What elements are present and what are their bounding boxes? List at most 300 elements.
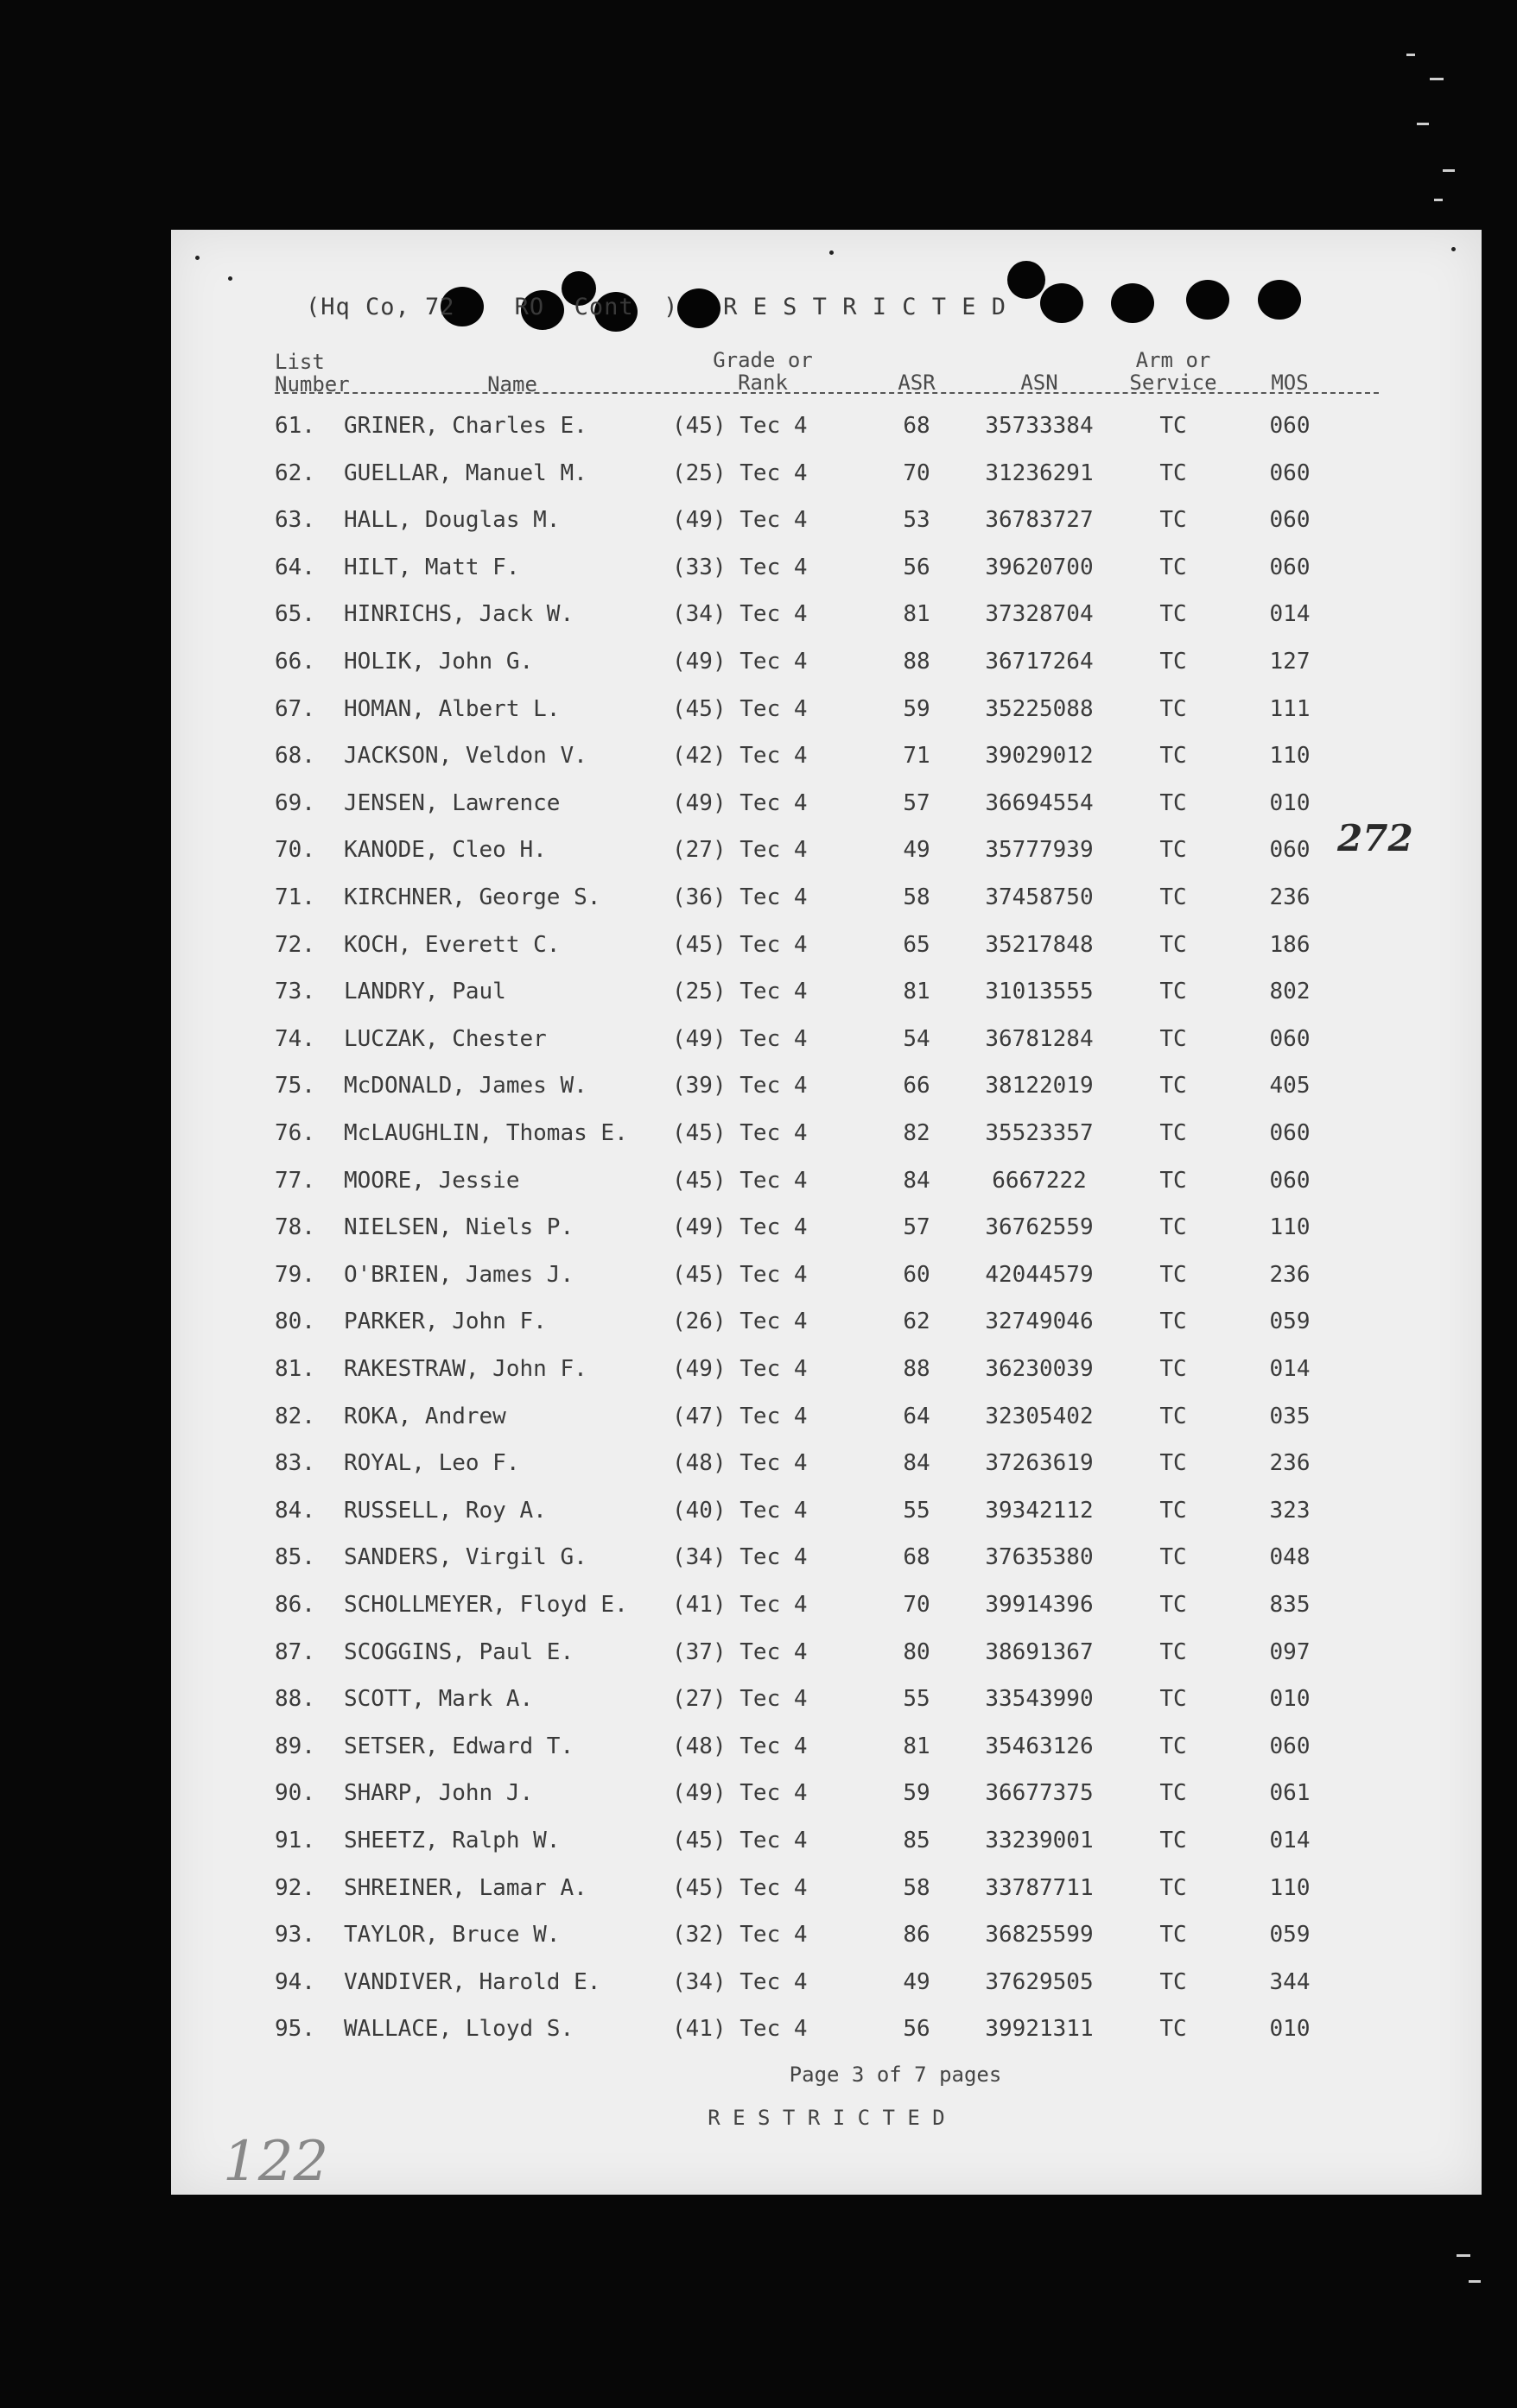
mos-cell: 344 (1269, 1968, 1311, 1995)
name-cell: ROYAL, Leo F. (344, 1450, 520, 1477)
asr-cell: 88 (903, 649, 930, 675)
name-cell: RAKESTRAW, John F. (344, 1356, 587, 1382)
list-number-cell: 85. (275, 1544, 315, 1571)
grade-cell: (45) Tec 4 (672, 695, 808, 722)
mos-cell: 110 (1269, 1214, 1311, 1241)
mos-cell: 802 (1269, 979, 1311, 1005)
asn-cell: 36762559 (985, 1214, 1094, 1241)
list-number-cell: 83. (275, 1450, 315, 1477)
name-cell: HALL, Douglas M. (344, 507, 561, 534)
grade-cell: (34) Tec 4 (672, 1544, 808, 1571)
mos-cell: 014 (1269, 601, 1311, 628)
name-cell: HOMAN, Albert L. (344, 695, 561, 722)
arm-cell: TC (1159, 1309, 1187, 1335)
asn-cell: 32749046 (985, 1309, 1094, 1335)
list-number-cell: 87. (275, 1638, 315, 1665)
grade-cell: (49) Tec 4 (672, 1780, 808, 1807)
table-row (171, 1922, 1482, 1968)
name-cell: NIELSEN, Niels P. (344, 1214, 574, 1241)
list-number-cell: 91. (275, 1828, 315, 1854)
table-row (171, 460, 1482, 507)
mos-cell: 060 (1269, 554, 1311, 580)
mos-cell: 014 (1269, 1828, 1311, 1854)
name-cell: GUELLAR, Manuel M. (344, 459, 587, 486)
name-cell: JACKSON, Veldon V. (344, 743, 587, 770)
asn-cell: 37328704 (985, 601, 1094, 628)
arm-cell: TC (1159, 1874, 1187, 1901)
asr-cell: 55 (903, 1686, 930, 1713)
arm-cell: TC (1159, 837, 1187, 864)
scan-edge-mark (1417, 123, 1429, 125)
mos-cell: 014 (1269, 1356, 1311, 1382)
table-row (171, 932, 1482, 979)
asr-cell: 86 (903, 1922, 930, 1949)
arm-cell: TC (1159, 1638, 1187, 1665)
table-row (171, 1356, 1482, 1403)
scan-edge-mark (1457, 2254, 1470, 2257)
arm-cell: TC (1159, 507, 1187, 534)
name-cell: LANDRY, Paul (344, 979, 506, 1005)
table-row (171, 1262, 1482, 1309)
asr-cell: 85 (903, 1828, 930, 1854)
name-cell: KANODE, Cleo H. (344, 837, 547, 864)
asn-cell: 37263619 (985, 1450, 1094, 1477)
mos-cell: 111 (1269, 695, 1311, 722)
asr-cell: 68 (903, 413, 930, 439)
list-number-cell: 72. (275, 931, 315, 958)
mos-cell: 010 (1269, 1686, 1311, 1713)
list-number-cell: 70. (275, 837, 315, 864)
grade-cell: (42) Tec 4 (672, 743, 808, 770)
arm-cell: TC (1159, 1403, 1187, 1429)
table-row (171, 1026, 1482, 1073)
column-header-list-number: List Number (275, 350, 350, 396)
list-number-cell: 92. (275, 1874, 315, 1901)
list-number-cell: 86. (275, 1592, 315, 1618)
grade-cell: (39) Tec 4 (672, 1073, 808, 1099)
list-number-cell: 93. (275, 1922, 315, 1949)
asr-cell: 60 (903, 1261, 930, 1288)
grade-cell: (37) Tec 4 (672, 1638, 808, 1665)
grade-cell: (25) Tec 4 (672, 979, 808, 1005)
name-cell: SCHOLLMEYER, Floyd E. (344, 1592, 628, 1618)
asn-cell: 35523357 (985, 1120, 1094, 1146)
arm-cell: TC (1159, 1497, 1187, 1524)
mos-cell: 405 (1269, 1073, 1311, 1099)
table-row (171, 1780, 1482, 1827)
asn-cell: 37458750 (985, 884, 1094, 910)
table-row (171, 1120, 1482, 1167)
list-number-cell: 81. (275, 1356, 315, 1382)
arm-cell: TC (1159, 1025, 1187, 1052)
name-cell: SCOGGINS, Paul E. (344, 1638, 574, 1665)
arm-cell: TC (1159, 979, 1187, 1005)
grade-cell: (40) Tec 4 (672, 1497, 808, 1524)
asr-cell: 64 (903, 1403, 930, 1429)
column-header-mos: MOS (1271, 371, 1309, 395)
mos-cell: 060 (1269, 507, 1311, 534)
list-number-cell: 63. (275, 507, 315, 534)
table-row (171, 601, 1482, 648)
mos-cell: 097 (1269, 1638, 1311, 1665)
column-header-grade: Grade or Rank (713, 348, 813, 395)
name-cell: SHREINER, Lamar A. (344, 1874, 587, 1901)
asr-cell: 58 (903, 1874, 930, 1901)
document-page (171, 230, 1482, 2195)
asr-cell: 88 (903, 1356, 930, 1382)
mos-cell: 010 (1269, 2016, 1311, 2043)
list-number-cell: 68. (275, 743, 315, 770)
list-number-cell: 62. (275, 459, 315, 486)
asn-cell: 36677375 (985, 1780, 1094, 1807)
name-cell: GRINER, Charles E. (344, 413, 587, 439)
scan-edge-mark (1434, 199, 1443, 201)
name-cell: TAYLOR, Bruce W. (344, 1922, 561, 1949)
grade-cell: (49) Tec 4 (672, 649, 808, 675)
name-cell: McLAUGHLIN, Thomas E. (344, 1120, 628, 1146)
asn-cell: 35733384 (985, 413, 1094, 439)
mos-cell: 059 (1269, 1309, 1311, 1335)
mos-cell: 048 (1269, 1544, 1311, 1571)
name-cell: LUCZAK, Chester (344, 1025, 547, 1052)
asn-cell: 6667222 (992, 1167, 1087, 1194)
asr-cell: 49 (903, 837, 930, 864)
list-number-cell: 84. (275, 1497, 315, 1524)
table-row (171, 1214, 1482, 1261)
table-row (171, 696, 1482, 743)
asn-cell: 39921311 (985, 2016, 1094, 2043)
table-row (171, 837, 1482, 884)
asr-cell: 58 (903, 884, 930, 910)
asr-cell: 70 (903, 459, 930, 486)
table-row (171, 1309, 1482, 1355)
arm-cell: TC (1159, 1922, 1187, 1949)
asr-cell: 71 (903, 743, 930, 770)
name-cell: WALLACE, Lloyd S. (344, 2016, 574, 2043)
scan-edge-mark (1443, 169, 1455, 172)
arm-cell: TC (1159, 789, 1187, 816)
table-row (171, 649, 1482, 695)
grade-cell: (36) Tec 4 (672, 884, 808, 910)
asr-cell: 56 (903, 2016, 930, 2043)
mos-cell: 060 (1269, 459, 1311, 486)
arm-cell: TC (1159, 1450, 1187, 1477)
grade-cell: (41) Tec 4 (672, 1592, 808, 1618)
asr-cell: 82 (903, 1120, 930, 1146)
grade-cell: (27) Tec 4 (672, 837, 808, 864)
grade-cell: (49) Tec 4 (672, 1025, 808, 1052)
name-cell: KOCH, Everett C. (344, 931, 561, 958)
asr-cell: 65 (903, 931, 930, 958)
asr-cell: 57 (903, 1214, 930, 1241)
name-cell: HOLIK, John G. (344, 649, 534, 675)
punch-hole (1040, 283, 1083, 323)
table-row (171, 1498, 1482, 1544)
list-number-cell: 66. (275, 649, 315, 675)
asn-cell: 39342112 (985, 1497, 1094, 1524)
mos-cell: 060 (1269, 837, 1311, 864)
mos-cell: 323 (1269, 1497, 1311, 1524)
name-cell: PARKER, John F. (344, 1309, 547, 1335)
asr-cell: 70 (903, 1592, 930, 1618)
arm-cell: TC (1159, 1356, 1187, 1382)
table-row (171, 1969, 1482, 2016)
asr-cell: 53 (903, 507, 930, 534)
arm-cell: TC (1159, 1261, 1187, 1288)
name-cell: SHARP, John J. (344, 1780, 534, 1807)
arm-cell: TC (1159, 743, 1187, 770)
grade-cell: (33) Tec 4 (672, 554, 808, 580)
asn-cell: 39029012 (985, 743, 1094, 770)
punch-hole (1258, 280, 1301, 320)
mos-cell: 127 (1269, 649, 1311, 675)
classification-footer: R E S T R I C T E D (708, 2106, 945, 2130)
name-cell: ROKA, Andrew (344, 1403, 506, 1429)
grade-cell: (45) Tec 4 (672, 413, 808, 439)
table-row (171, 1544, 1482, 1591)
grade-cell: (32) Tec 4 (672, 1922, 808, 1949)
grade-cell: (49) Tec 4 (672, 789, 808, 816)
handwritten-mark: 122 (223, 2130, 329, 2194)
asn-cell: 35217848 (985, 931, 1094, 958)
list-number-cell: 74. (275, 1025, 315, 1052)
list-number-cell: 88. (275, 1686, 315, 1713)
list-number-cell: 79. (275, 1261, 315, 1288)
mos-cell: 186 (1269, 931, 1311, 958)
asr-cell: 81 (903, 1733, 930, 1759)
list-number-cell: 89. (275, 1733, 315, 1759)
arm-cell: TC (1159, 1544, 1187, 1571)
page-number: Page 3 of 7 pages (789, 2063, 1002, 2087)
list-number-cell: 71. (275, 884, 315, 910)
list-number-cell: 90. (275, 1780, 315, 1807)
asr-cell: 84 (903, 1167, 930, 1194)
asn-cell: 42044579 (985, 1261, 1094, 1288)
asn-cell: 39620700 (985, 554, 1094, 580)
arm-cell: TC (1159, 2016, 1187, 2043)
list-number-cell: 65. (275, 601, 315, 628)
table-row (171, 1592, 1482, 1638)
mos-cell: 835 (1269, 1592, 1311, 1618)
speck (1451, 247, 1456, 251)
arm-cell: TC (1159, 1828, 1187, 1854)
asr-cell: 66 (903, 1073, 930, 1099)
column-header-asr: ASR (898, 371, 936, 395)
arm-cell: TC (1159, 1120, 1187, 1146)
table-row (171, 1639, 1482, 1686)
name-cell: McDONALD, James W. (344, 1073, 587, 1099)
asn-cell: 32305402 (985, 1403, 1094, 1429)
asn-cell: 36783727 (985, 507, 1094, 534)
grade-cell: (48) Tec 4 (672, 1733, 808, 1759)
arm-cell: TC (1159, 695, 1187, 722)
table-row (171, 2016, 1482, 2063)
name-cell: HINRICHS, Jack W. (344, 601, 574, 628)
arm-cell: TC (1159, 1592, 1187, 1618)
scan-edge-mark (1469, 2280, 1481, 2283)
grade-cell: (49) Tec 4 (672, 1214, 808, 1241)
list-number-cell: 78. (275, 1214, 315, 1241)
asr-cell: 80 (903, 1638, 930, 1665)
asn-cell: 35777939 (985, 837, 1094, 864)
mos-cell: 060 (1269, 1120, 1311, 1146)
asr-cell: 54 (903, 1025, 930, 1052)
speck (228, 276, 232, 281)
asn-cell: 38691367 (985, 1638, 1094, 1665)
name-cell: JENSEN, Lawrence (344, 789, 561, 816)
arm-cell: TC (1159, 601, 1187, 628)
list-number-cell: 75. (275, 1073, 315, 1099)
mos-cell: 060 (1269, 1733, 1311, 1759)
asn-cell: 33543990 (985, 1686, 1094, 1713)
grade-cell: (48) Tec 4 (672, 1450, 808, 1477)
table-row (171, 554, 1482, 601)
grade-cell: (34) Tec 4 (672, 1968, 808, 1995)
table-row (171, 507, 1482, 554)
punch-hole (1111, 283, 1154, 323)
name-cell: KIRCHNER, George S. (344, 884, 601, 910)
grade-cell: (45) Tec 4 (672, 1874, 808, 1901)
asr-cell: 84 (903, 1450, 930, 1477)
stamp-number: 272 (1337, 817, 1413, 859)
grade-cell: (49) Tec 4 (672, 1356, 808, 1382)
list-number-cell: 76. (275, 1120, 315, 1146)
asr-cell: 59 (903, 695, 930, 722)
asn-cell: 38122019 (985, 1073, 1094, 1099)
name-cell: RUSSELL, Roy A. (344, 1497, 547, 1524)
grade-cell: (47) Tec 4 (672, 1403, 808, 1429)
asn-cell: 31013555 (985, 979, 1094, 1005)
grade-cell: (27) Tec 4 (672, 1686, 808, 1713)
grade-cell: (45) Tec 4 (672, 931, 808, 958)
asn-cell: 39914396 (985, 1592, 1094, 1618)
table-row (171, 1686, 1482, 1733)
list-number-cell: 77. (275, 1167, 315, 1194)
scan-edge-mark (1430, 78, 1444, 80)
document-header: (Hq Co, 72 RO Cont ) R E S T R I C T E D (306, 294, 1007, 320)
arm-cell: TC (1159, 1968, 1187, 1995)
table-row (171, 790, 1482, 837)
mos-cell: 059 (1269, 1922, 1311, 1949)
list-number-cell: 61. (275, 413, 315, 439)
table-row (171, 1404, 1482, 1450)
table-row (171, 1828, 1482, 1874)
speck (195, 256, 200, 260)
list-number-cell: 80. (275, 1309, 315, 1335)
asr-cell: 59 (903, 1780, 930, 1807)
arm-cell: TC (1159, 931, 1187, 958)
table-row (171, 1168, 1482, 1214)
arm-cell: TC (1159, 1214, 1187, 1241)
arm-cell: TC (1159, 1073, 1187, 1099)
grade-cell: (45) Tec 4 (672, 1120, 808, 1146)
table-row (171, 1450, 1482, 1497)
asr-cell: 68 (903, 1544, 930, 1571)
name-cell: VANDIVER, Harold E. (344, 1968, 601, 1995)
punch-hole (1186, 280, 1229, 320)
name-cell: SHEETZ, Ralph W. (344, 1828, 561, 1854)
arm-cell: TC (1159, 884, 1187, 910)
asn-cell: 33239001 (985, 1828, 1094, 1854)
arm-cell: TC (1159, 554, 1187, 580)
asn-cell: 37635380 (985, 1544, 1094, 1571)
table-row (171, 1733, 1482, 1780)
asr-cell: 81 (903, 979, 930, 1005)
list-number-cell: 67. (275, 695, 315, 722)
name-cell: O'BRIEN, James J. (344, 1261, 574, 1288)
asn-cell: 36230039 (985, 1356, 1094, 1382)
name-cell: HILT, Matt F. (344, 554, 520, 580)
asr-cell: 55 (903, 1497, 930, 1524)
table-row (171, 1875, 1482, 1922)
list-number-cell: 69. (275, 789, 315, 816)
list-number-cell: 64. (275, 554, 315, 580)
mos-cell: 236 (1269, 884, 1311, 910)
column-header-name: Name (487, 372, 537, 396)
speck (829, 250, 834, 255)
asn-cell: 31236291 (985, 459, 1094, 486)
table-row (171, 884, 1482, 931)
mos-cell: 035 (1269, 1403, 1311, 1429)
asn-cell: 36781284 (985, 1025, 1094, 1052)
grade-cell: (45) Tec 4 (672, 1167, 808, 1194)
asn-cell: 36717264 (985, 649, 1094, 675)
arm-cell: TC (1159, 649, 1187, 675)
name-cell: SANDERS, Virgil G. (344, 1544, 587, 1571)
grade-cell: (45) Tec 4 (672, 1261, 808, 1288)
mos-cell: 010 (1269, 789, 1311, 816)
mos-cell: 110 (1269, 1874, 1311, 1901)
asr-cell: 56 (903, 554, 930, 580)
table-row (171, 743, 1482, 789)
mos-cell: 060 (1269, 1025, 1311, 1052)
list-number-cell: 73. (275, 979, 315, 1005)
arm-cell: TC (1159, 1167, 1187, 1194)
mos-cell: 110 (1269, 743, 1311, 770)
asn-cell: 36694554 (985, 789, 1094, 816)
table-row (171, 1073, 1482, 1119)
grade-cell: (45) Tec 4 (672, 1828, 808, 1854)
asn-cell: 36825599 (985, 1922, 1094, 1949)
header-rule (275, 392, 1379, 394)
mos-cell: 060 (1269, 413, 1311, 439)
grade-cell: (26) Tec 4 (672, 1309, 808, 1335)
asn-cell: 33787711 (985, 1874, 1094, 1901)
grade-cell: (34) Tec 4 (672, 601, 808, 628)
list-number-cell: 95. (275, 2016, 315, 2043)
arm-cell: TC (1159, 1780, 1187, 1807)
table-row (171, 413, 1482, 459)
table-row (171, 979, 1482, 1025)
list-number-cell: 82. (275, 1403, 315, 1429)
arm-cell: TC (1159, 413, 1187, 439)
list-number-cell: 94. (275, 1968, 315, 1995)
mos-cell: 060 (1269, 1167, 1311, 1194)
arm-cell: TC (1159, 1733, 1187, 1759)
mos-cell: 236 (1269, 1261, 1311, 1288)
asr-cell: 62 (903, 1309, 930, 1335)
arm-cell: TC (1159, 1686, 1187, 1713)
scan-edge-mark (1406, 54, 1415, 56)
asn-cell: 35463126 (985, 1733, 1094, 1759)
name-cell: SCOTT, Mark A. (344, 1686, 534, 1713)
name-cell: SETSER, Edward T. (344, 1733, 574, 1759)
grade-cell: (41) Tec 4 (672, 2016, 808, 2043)
asn-cell: 35225088 (985, 695, 1094, 722)
asr-cell: 57 (903, 789, 930, 816)
asr-cell: 81 (903, 601, 930, 628)
punch-hole (1007, 261, 1045, 299)
